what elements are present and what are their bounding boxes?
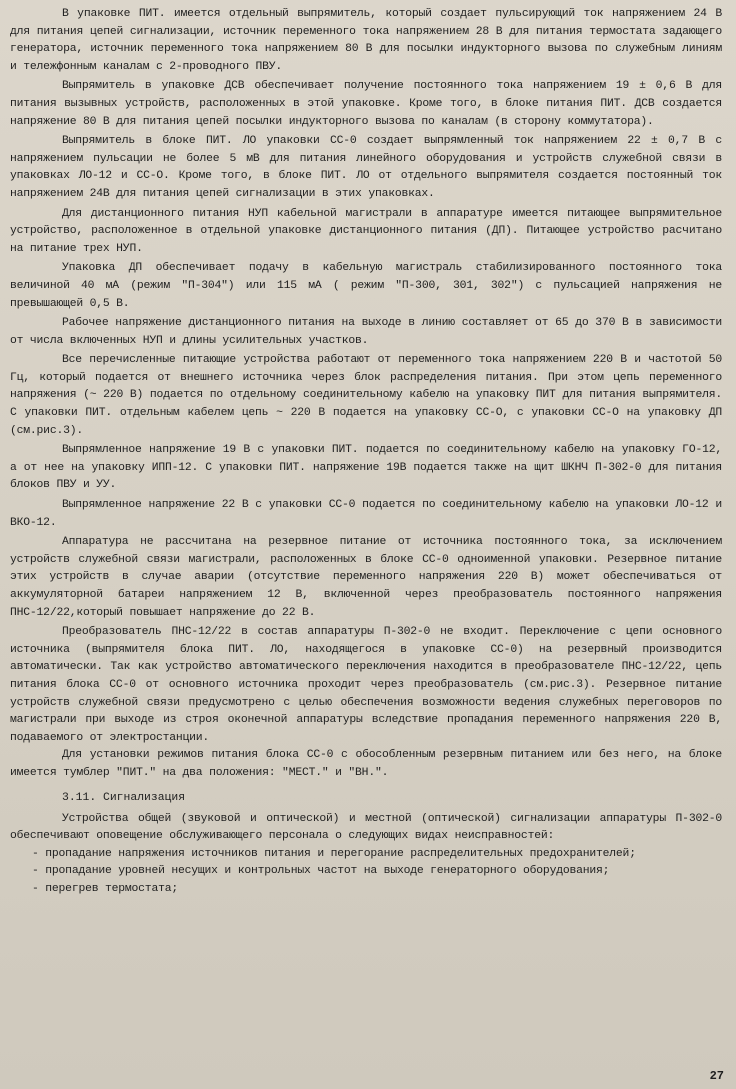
paragraph-converter: Преобразователь ПНС-12/22 в состав аппаратуры П-302-0 не входит. Переключение с цепи основного источника (выпрямителя блока ПИТ. ЛО, находящегося в упаковке СС-0) на резервный производится автоматически. Так как устройство автоматического переключения находится в преобразователе ПНС-12/22, цепь питания блока СС-0 от основного источника проходит через преобразователь (см.рис.3). Резервное питание устройств служебной связи предусмотрено с целью обеспечения возможности ведения служебных переговоров по магистрали при выходе из строя оконечной аппаратуры вследствие пропадания переменного напряжения 220 В, подаваемого от электростанции. xyxy=(10,626,722,744)
paragraph-pit-rectifier: В упаковке ПИТ. имеется отдельный выпрямитель, который создает пульсирующий ток напряжением 24 В для питания цепей сигнализации, источник переменного тока напряжением 28 В для питания термостата задающего генератора, источник переменного тока напряжением 80 В для посылки индукторного вызова по служебным линиям и тележфонным каналам с 2-проводного ПВУ. xyxy=(10,8,722,73)
paragraph-pit-lo-rectifier: Выпрямитель в блоке ПИТ. ЛО упаковки СС-0 создает выпрямленный ток напряжением 22 ± 0,7 В с напряжением пульсации не более 5 мВ для питания линейного оборудования и устройств служебной связи в упаковках ЛО-12 и СС-О. Кроме того, в блоке ПИТ. ЛО от отдельного выпрямителя создается постоянный ток напряжением 24В для питания цепей сигнализации в этих упаковках. xyxy=(10,135,722,200)
paragraph-working-voltage: Рабочее напряжение дистанционного питания на выходе в линию составляет от 65 до 370 В в зависимости от числа включенных НУП и длины усилительных участков. xyxy=(10,317,722,347)
section-heading: 3.11. Сигнализация xyxy=(62,791,186,804)
paragraph-signalling: Устройства общей (звуковой и оптической) и местной (оптической) сигнализации аппаратуры П-302-0 обеспечивают оповещение обслуживающего персонала о следующих видах неисправностей: xyxy=(10,812,722,843)
paragraph-toggle-switch: Для установки режимов питания блока СС-0 с обособленным резервным питанием или без него, на блоке имеется тумблер "ПИТ." на два положения: "МЕСТ." и "ВН.". xyxy=(10,749,722,779)
fault-list xyxy=(10,846,722,899)
paragraph-22v: Выпрямленное напряжение 22 В с упаковки СС-0 подается по соединительному кабелю на упаковки ЛО-12 и ВКО-12. xyxy=(10,499,722,529)
paragraph-dsv-rectifier: Выпрямитель в упаковке ДСВ обеспечивает получение постоянного тока напряжением 19 ± 0,6 В для питания вызывных устройств, расположенных в этой упаковке. Кроме того, в блоке питания ПИТ. ДСВ создается напряжение 80 В для питания цепей посылки индукторного вызова по каналам (в сторону коммутатора). xyxy=(10,80,722,128)
paragraph-reserve-power: Аппаратура не рассчитана на резервное питание от источника постоянного тока, за исключением устройств служебной связи магистрали, расположенных в блоке СС-0 одноименной упаковки. Резервное питание этих устройств в случае аварии (отсутствие переменного напряжения 220 В) может обеспечиваться от аккумуляторной батареи напряжением 12 В, включенной через преобразователь постоянного напряжения ПНС-12/22,который повышает напряжение до 22 В. xyxy=(10,536,722,619)
list-item: - пропадание напряжения источников питания и перегорание распределительных предохранителей; xyxy=(32,847,636,860)
paragraph-ac-supply: Все перечисленные питающие устройства работают от переменного тока напряжением 220 В и частотой 50 Гц, который подается от внешнего источника через блок распределения питания. При этом цепь переменного напряжения (~ 220 В) подается по отдельному соединительному кабелю на упаковку ПИТ для питания выпрямителя. С упаковки ПИТ. отдельным кабелем цепь ~ 220 В подается на упаковку СС-О, с упаковки СС-О на упаковку ДП (см.рис.3). xyxy=(10,354,722,437)
paragraph-19v: Выпрямленное напряжение 19 В с упаковки ПИТ. подается по соединительному кабелю на упаковку ГО-12, а от нее на упаковку ИПП-12. С упаковки ПИТ. напряжение 19В подается также на щит ШКНЧ П-302-0 для питания блоков ПВУ и УУ. xyxy=(10,444,722,492)
paragraph-dp-package: Упаковка ДП обеспечивает подачу в кабельную магистраль стабилизированного постоянного тока величиной 40 мА (режим "П-304") или 115 мА ( режим "П-300, 301, 302") с пульсацией напряжения не превышающей 0,5 В. xyxy=(10,262,722,310)
paragraph-remote-power: Для дистанционного питания НУП кабельной магистрали в аппаратуре имеется питающее выпрямительное устройство, расположенное в отдельной упаковке дистанционного питания (ДП). Питающее устройство расчитано на питание трех НУП. xyxy=(10,207,722,255)
page-number: 27 xyxy=(709,1069,724,1083)
list-item: - пропадание уровней несущих и контрольных частот на выходе генераторного оборудования; xyxy=(32,865,610,878)
list-item: - перегрев термостата; xyxy=(32,882,178,895)
